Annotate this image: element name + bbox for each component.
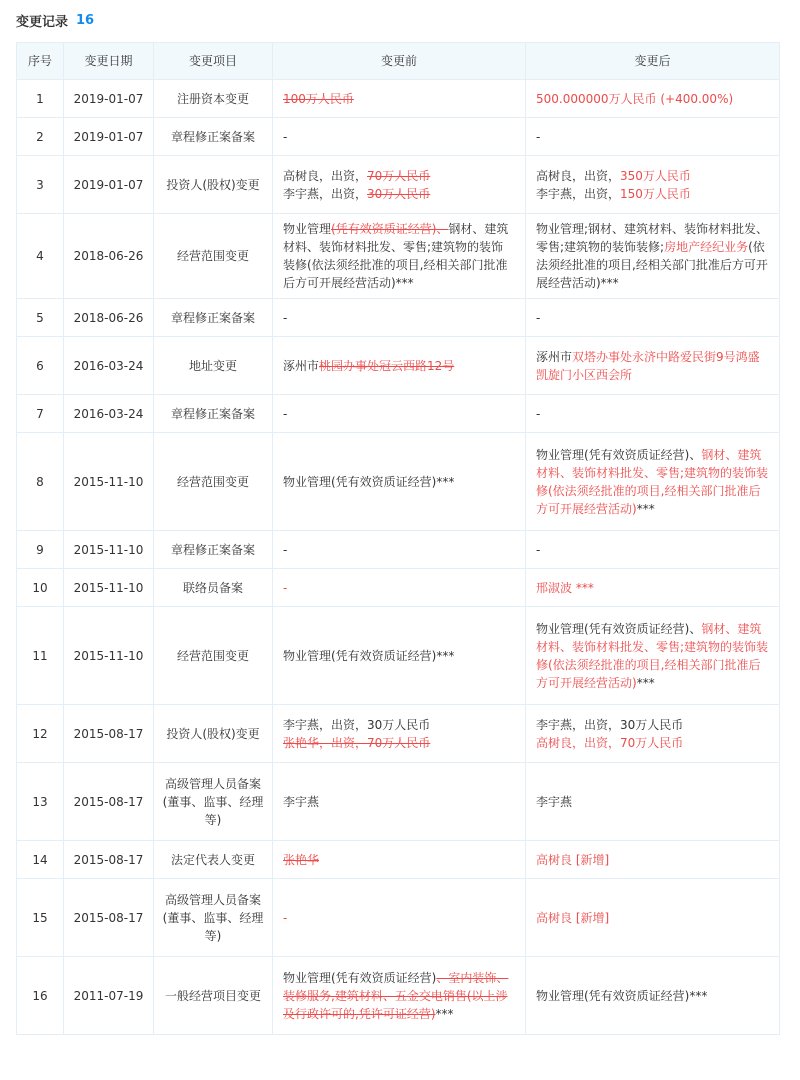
change-item: 地址变更	[154, 337, 273, 395]
change-text: ***	[435, 1006, 454, 1021]
change-text: 李宇燕，出资，30万人民币	[283, 717, 431, 732]
added-text: 500.000000万人民币 (+400.00%)	[536, 91, 734, 106]
added-text: -	[283, 910, 288, 925]
change-date: 2015-11-10	[64, 569, 154, 607]
change-before-line	[283, 851, 515, 869]
change-before-line	[283, 309, 515, 327]
table-row	[17, 607, 780, 705]
change-before-line	[283, 185, 515, 203]
change-text: 涿州市	[536, 349, 573, 364]
table-row	[17, 763, 780, 841]
change-after-cell	[526, 763, 780, 841]
change-before-line	[283, 793, 515, 811]
change-text: 物业管理(凭有效资质证经营)***	[283, 474, 455, 489]
change-after-line	[536, 90, 769, 108]
change-item: 法定代表人变更	[154, 841, 273, 879]
change-after-cell	[526, 569, 780, 607]
change-after-cell	[526, 156, 780, 214]
change-after-cell	[526, 607, 780, 705]
change-before-cell	[273, 118, 526, 156]
change-date: 2015-08-17	[64, 705, 154, 763]
change-after-line	[536, 309, 769, 327]
change-before-line	[283, 473, 515, 491]
added-text: 高树良 [新增]	[536, 852, 610, 867]
change-text: 李宇燕，出资，	[283, 186, 368, 201]
row-number: 8	[17, 433, 64, 531]
change-text: -	[283, 406, 288, 421]
change-date: 2015-08-17	[64, 879, 154, 957]
change-text: 李宇燕	[283, 794, 320, 809]
change-text: -	[536, 129, 541, 144]
change-date: 2015-08-17	[64, 763, 154, 841]
change-text: -	[536, 542, 541, 557]
change-after-line	[536, 167, 769, 185]
change-text: 物业管理	[283, 222, 332, 236]
change-date: 2016-03-24	[64, 337, 154, 395]
change-item: 投资人(股权)变更	[154, 705, 273, 763]
table-row	[17, 433, 780, 531]
change-text: -	[536, 406, 541, 421]
change-text: 李宇燕	[536, 794, 573, 809]
change-text: 高树良，出资，	[536, 168, 621, 183]
change-after-line	[536, 909, 769, 927]
change-before-line	[283, 90, 515, 108]
change-text: ***	[636, 501, 655, 516]
table-row	[17, 879, 780, 957]
table-row	[17, 841, 780, 879]
row-number: 4	[17, 214, 64, 299]
removed-text: 70万人民币	[367, 168, 431, 183]
change-after-line	[536, 348, 769, 384]
change-after-line	[536, 405, 769, 423]
change-before-line	[283, 969, 515, 1023]
removed-text: 30万人民币	[367, 186, 431, 201]
change-text: (依法须经批准的项目,经相关部门批准后方可开展经营活动)***	[536, 240, 768, 290]
section-header	[16, 10, 94, 30]
change-before-line	[283, 734, 515, 752]
table-row	[17, 214, 780, 299]
column-header-no: 序号	[17, 43, 64, 80]
change-records-table	[16, 42, 780, 1035]
change-before-cell	[273, 841, 526, 879]
change-before-line	[283, 909, 515, 927]
change-date: 2015-11-10	[64, 531, 154, 569]
table-row	[17, 531, 780, 569]
change-before-line	[283, 405, 515, 423]
change-text: 物业管理(凭有效资质证经营)、	[536, 447, 702, 462]
change-item: 投资人(股权)变更	[154, 156, 273, 214]
row-number: 12	[17, 705, 64, 763]
change-before-cell	[273, 214, 526, 299]
added-text: 房地产经纪业务	[664, 240, 749, 254]
change-after-line	[536, 579, 769, 597]
change-before-cell	[273, 705, 526, 763]
row-number: 10	[17, 569, 64, 607]
change-after-cell	[526, 957, 780, 1035]
change-after-cell	[526, 395, 780, 433]
change-text: -	[283, 542, 288, 557]
change-after-line	[536, 716, 769, 734]
change-after-line	[536, 734, 769, 752]
change-date: 2018-06-26	[64, 299, 154, 337]
added-text: 钢材、建筑材料、装饰材料批发、零售;建筑物的装饰装修(依法须经批准的项目,经相关部门批准后方可开展经营活动)	[536, 447, 769, 516]
change-before-line	[283, 716, 515, 734]
row-number: 16	[17, 957, 64, 1035]
change-after-line	[536, 851, 769, 869]
change-after-cell	[526, 705, 780, 763]
removed-text: 桃园办事处冠云西路12号	[319, 358, 455, 373]
change-item: 章程修正案备案	[154, 395, 273, 433]
change-before-line	[283, 357, 515, 375]
row-number: 5	[17, 299, 64, 337]
added-text: 150万人民币	[620, 186, 691, 201]
change-before-cell	[273, 957, 526, 1035]
change-before-line	[283, 128, 515, 146]
removed-text: 张艳华	[283, 852, 320, 867]
row-number: 9	[17, 531, 64, 569]
change-after-line	[536, 128, 769, 146]
added-text: 高树良，出资，70万人民币	[536, 735, 684, 750]
change-text: 李宇燕，出资，	[536, 186, 621, 201]
removed-text: (凭有效资质证经营)、	[331, 222, 449, 236]
table-row	[17, 569, 780, 607]
change-date: 2018-06-26	[64, 214, 154, 299]
removed-text: 100万人民币	[283, 91, 354, 106]
change-item: 一般经营项目变更	[154, 957, 273, 1035]
change-before-line	[283, 579, 515, 597]
column-header-item: 变更项目	[154, 43, 273, 80]
change-text: 物业管理;钢材、建筑材料、装饰材料批发、零售;建筑物的装饰装修;	[536, 222, 769, 254]
row-number: 15	[17, 879, 64, 957]
table-row	[17, 80, 780, 118]
row-number: 13	[17, 763, 64, 841]
change-before-cell	[273, 607, 526, 705]
change-after-line	[536, 541, 769, 559]
table-header-row	[17, 43, 780, 80]
table-row	[17, 957, 780, 1035]
row-number: 1	[17, 80, 64, 118]
column-header-after: 变更后	[526, 43, 780, 80]
added-text: 钢材、建筑材料、装饰材料批发、零售;建筑物的装饰装修(依法须经批准的项目,经相关部门批准后方可开展经营活动)	[536, 621, 769, 690]
column-header-date: 变更日期	[64, 43, 154, 80]
change-before-cell	[273, 531, 526, 569]
record-count-badge: 16	[76, 12, 95, 28]
added-text: -	[283, 580, 288, 595]
table-row	[17, 705, 780, 763]
change-after-cell	[526, 337, 780, 395]
column-header-before: 变更前	[273, 43, 526, 80]
change-after-cell	[526, 118, 780, 156]
change-text: ***	[636, 675, 655, 690]
change-item: 经营范围变更	[154, 433, 273, 531]
change-after-cell	[526, 531, 780, 569]
change-item: 联络员备案	[154, 569, 273, 607]
change-text: -	[536, 310, 541, 325]
change-after-line	[536, 446, 769, 518]
change-text: -	[283, 129, 288, 144]
change-date: 2019-01-07	[64, 118, 154, 156]
change-after-line	[536, 793, 769, 811]
change-after-cell	[526, 841, 780, 879]
change-after-cell	[526, 214, 780, 299]
change-item: 高级管理人员备案(董事、监事、经理等)	[154, 763, 273, 841]
change-after-line	[536, 220, 769, 292]
row-number: 6	[17, 337, 64, 395]
change-before-cell	[273, 337, 526, 395]
change-date: 2019-01-07	[64, 156, 154, 214]
change-text: 物业管理(凭有效资质证经营)	[283, 970, 437, 985]
change-after-cell	[526, 433, 780, 531]
added-text: 双塔办事处永济中路爱民街9号鸿盛凯旋门小区西会所	[536, 349, 760, 382]
removed-text: 、室内装饰、装修服务,建筑材料、五金交电销售(以上涉及行政许可的,凭许可证经营)	[283, 970, 509, 1021]
row-number: 7	[17, 395, 64, 433]
change-text: 钢材、建筑材料、装饰材料批发、零售;建筑物的装饰装修(依法须经批准的项目,经相关部门批准后方可开展经营活动)***	[283, 222, 509, 290]
change-before-cell	[273, 80, 526, 118]
table-row	[17, 299, 780, 337]
change-after-cell	[526, 80, 780, 118]
change-item: 章程修正案备案	[154, 118, 273, 156]
table-row	[17, 395, 780, 433]
added-text: 邢淑波 ***	[536, 580, 594, 595]
change-before-cell	[273, 763, 526, 841]
change-before-cell	[273, 299, 526, 337]
change-item: 经营范围变更	[154, 607, 273, 705]
change-before-line	[283, 647, 515, 665]
change-before-cell	[273, 156, 526, 214]
added-text: 350万人民币	[620, 168, 691, 183]
change-date: 2019-01-07	[64, 80, 154, 118]
table-row	[17, 337, 780, 395]
change-before-line	[283, 220, 515, 292]
change-text: 物业管理(凭有效资质证经营)***	[283, 648, 455, 663]
change-item: 经营范围变更	[154, 214, 273, 299]
change-item: 章程修正案备案	[154, 531, 273, 569]
change-date: 2015-11-10	[64, 607, 154, 705]
change-item: 章程修正案备案	[154, 299, 273, 337]
table-body	[17, 80, 780, 1035]
change-text: 物业管理(凭有效资质证经营)、	[536, 621, 702, 636]
change-item: 高级管理人员备案(董事、监事、经理等)	[154, 879, 273, 957]
change-after-line	[536, 987, 769, 1005]
change-date: 2016-03-24	[64, 395, 154, 433]
added-text: 高树良 [新增]	[536, 910, 610, 925]
change-before-line	[283, 167, 515, 185]
change-after-cell	[526, 879, 780, 957]
row-number: 2	[17, 118, 64, 156]
table-row	[17, 156, 780, 214]
change-after-line	[536, 620, 769, 692]
change-date: 2015-08-17	[64, 841, 154, 879]
row-number: 11	[17, 607, 64, 705]
change-before-line	[283, 541, 515, 559]
change-before-cell	[273, 569, 526, 607]
row-number: 3	[17, 156, 64, 214]
change-text: 高树良，出资，	[283, 168, 368, 183]
change-after-cell	[526, 299, 780, 337]
change-before-cell	[273, 395, 526, 433]
removed-text: 张艳华，出资，70万人民币	[283, 735, 431, 750]
change-text: -	[283, 310, 288, 325]
section-title: 变更记录	[16, 14, 69, 30]
change-after-line	[536, 185, 769, 203]
change-text: 物业管理(凭有效资质证经营)***	[536, 988, 708, 1003]
change-before-cell	[273, 879, 526, 957]
change-before-cell	[273, 433, 526, 531]
table-row	[17, 118, 780, 156]
change-text: 涿州市	[283, 358, 320, 373]
change-item: 注册资本变更	[154, 80, 273, 118]
change-text: 李宇燕，出资，30万人民币	[536, 717, 684, 732]
change-date: 2015-11-10	[64, 433, 154, 531]
row-number: 14	[17, 841, 64, 879]
change-date: 2011-07-19	[64, 957, 154, 1035]
